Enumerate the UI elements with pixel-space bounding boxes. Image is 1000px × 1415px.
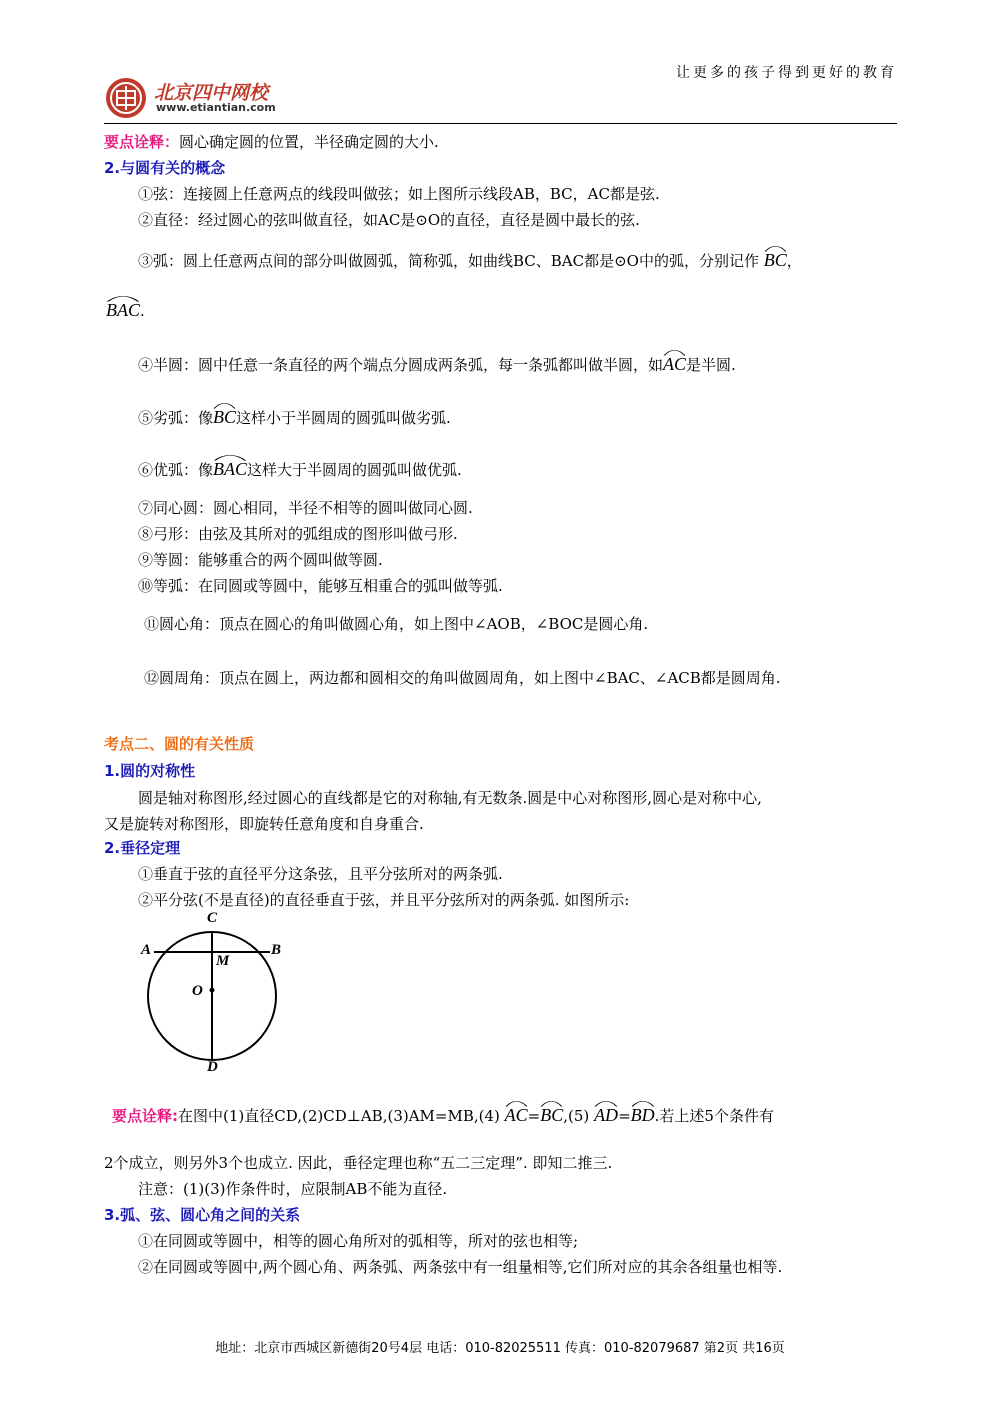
period: . bbox=[140, 302, 145, 320]
theorem-item-1: ①垂直于弦的直径平分这条弦，且平分弦所对的两条弧. bbox=[138, 865, 503, 883]
theorem-note bbox=[112, 1101, 774, 1126]
item-major-arc-text: ⑥优弧：像 bbox=[138, 461, 214, 479]
theorem-note-text-b: ,(5) bbox=[563, 1107, 590, 1125]
symmetry-line-1: 圆是轴对称图形,经过圆心的直线都是它的对称轴,有无数条.圆是中心对称图形,圆心是对称中心, bbox=[138, 789, 762, 807]
arc-bc-label: BC bbox=[213, 407, 237, 427]
arc-mark-icon bbox=[764, 243, 787, 252]
arc-bac-label: BAC bbox=[106, 300, 140, 320]
item-central-angle: ⑪圆心角：顶点在圆心的角叫做圆心角，如上图中∠AOB，∠BOC是圆心角. bbox=[144, 615, 649, 633]
item-semicircle bbox=[138, 350, 736, 375]
item-concentric: ⑦同心圆：圆心相同，半径不相等的圆叫做同心圆. bbox=[138, 499, 473, 517]
school-logo bbox=[104, 76, 294, 120]
arc-ac-label: AC bbox=[504, 1105, 528, 1125]
item-minor-arc bbox=[138, 403, 451, 428]
note-paragraph bbox=[104, 131, 439, 152]
arc-bc-symbol bbox=[540, 1101, 563, 1126]
arc-mark-icon bbox=[540, 1098, 563, 1107]
symmetry-line-2: 又是旋转对称图形，即旋转任意角度和自身重合. bbox=[104, 815, 424, 833]
theorem-note-text: 在图中(1)直径CD,(2)CD⊥AB,(3)AM=MB,(4) bbox=[178, 1107, 500, 1125]
item-semicircle-text: ④半圆：圆中任意一条直径的两个端点分圆成两条弧，每一条弧都叫做半圆，如 bbox=[138, 356, 664, 374]
section-title-perpendicular: 2.垂径定理 bbox=[104, 839, 181, 857]
arc-bac-symbol bbox=[213, 455, 247, 480]
arc-bc-symbol bbox=[213, 403, 236, 428]
arc-mark-icon bbox=[106, 293, 140, 302]
logo-seal-icon bbox=[104, 76, 150, 120]
section-title-properties: 考点二、圆的有关性质 bbox=[104, 735, 255, 753]
item-diameter: ②直径：经过圆心的弦叫做直径，如AC是⊙O的直径，直径是圆中最长的弦. bbox=[138, 211, 640, 229]
note-text: 圆心确定圆的位置，半径确定圆的大小. bbox=[179, 133, 439, 151]
label-c: C bbox=[207, 910, 218, 926]
section-title-relations: 3.弧、弦、圆心角之间的关系 bbox=[104, 1206, 301, 1224]
item-arc bbox=[138, 246, 802, 271]
logo-url: www.etiantian.com bbox=[156, 101, 276, 114]
item-equal-arc: ⑩等弧：在同圆或等圆中，能够互相重合的弧叫做等弧. bbox=[138, 577, 503, 595]
arc-mark-icon bbox=[213, 400, 236, 409]
item-segment: ⑧弓形：由弦及其所对的弧组成的图形叫做弓形. bbox=[138, 525, 458, 543]
arc-bac-label: BAC bbox=[213, 459, 248, 479]
circle-figure bbox=[140, 908, 290, 1073]
item-minor-arc-text: ⑤劣弧：像 bbox=[138, 409, 214, 427]
arc-ad-label: AD bbox=[594, 1105, 619, 1125]
center-point bbox=[210, 988, 215, 993]
section-title-symmetry: 1.圆的对称性 bbox=[104, 762, 196, 780]
page-footer: 地址：北京市西城区新德街20号4层 电话：010-82025511 传真：010-82079687 第2页 共16页 bbox=[215, 1341, 785, 1356]
arc-bd-symbol bbox=[631, 1101, 655, 1126]
theorem-note-line-3: 注意：(1)(3)作条件时，应限制AB不能为直径. bbox=[138, 1180, 448, 1198]
label-o: O bbox=[192, 983, 203, 999]
theorem-note-line-2: 2个成立，则另外3个也成立. 因此，垂径定理也称“五二三定理”. 即知二推三. bbox=[104, 1154, 613, 1172]
arc-bc-label: BC bbox=[763, 250, 787, 270]
arc-ac-symbol bbox=[663, 350, 686, 375]
header-rule bbox=[104, 123, 897, 124]
item-major-arc bbox=[138, 455, 462, 480]
arc-mark-icon bbox=[505, 1098, 528, 1107]
logo-text: 北京四中网校 bbox=[154, 82, 269, 104]
theorem-item-2: ②平分弦(不是直径)的直径垂直于弦，并且平分弦所对的两条弧. 如图所示: bbox=[138, 891, 630, 909]
item-minor-arc-tail: 这样小于半圆周的圆弧叫做劣弧. bbox=[236, 409, 451, 427]
relation-item-1: ①在同圆或等圆中，相等的圆心角所对的弧相等，所对的弦也相等; bbox=[138, 1232, 579, 1250]
item-arc-cont bbox=[106, 296, 145, 321]
arc-bc-symbol bbox=[764, 246, 787, 271]
arc-bc-label: BC bbox=[540, 1105, 564, 1125]
arc-ac-symbol bbox=[505, 1101, 528, 1126]
arc-bac-symbol bbox=[106, 296, 140, 321]
equals-sign: = bbox=[618, 1107, 631, 1125]
theorem-note-label: 要点诠释: bbox=[112, 1107, 178, 1125]
relation-item-2: ②在同圆或等圆中,两个圆心角、两条弧、两条弦中有一组量相等,它们所对应的其余各组量也相等. bbox=[138, 1258, 783, 1276]
note-label: 要点诠释： bbox=[104, 133, 180, 151]
label-d: D bbox=[207, 1059, 218, 1073]
item-inscribed-angle: ⑫圆周角：顶点在圆上，两边都和圆相交的角叫做圆周角，如上图中∠BAC、∠ACB都是圆周角. bbox=[144, 669, 781, 687]
section-title-concepts: 2.与圆有关的概念 bbox=[104, 159, 226, 177]
header-slogan: 让更多的孩子得到更好的教育 bbox=[676, 65, 897, 81]
theorem-note-text-c: .若上述5个条件有 bbox=[654, 1107, 774, 1125]
item-chord: ①弦：连接圆上任意两点的线段叫做弦；如上图所示线段AB，BC，AC都是弦. bbox=[138, 185, 660, 203]
item-arc-text: ③弧：圆上任意两点间的部分叫做圆弧，简称弧，如曲线BC、BAC都是⊙O中的弧，分别记作 bbox=[138, 252, 759, 270]
label-b: B bbox=[271, 942, 282, 958]
item-equal-circle: ⑨等圆：能够重合的两个圆叫做等圆. bbox=[138, 551, 383, 569]
arc-mark-icon bbox=[631, 1098, 655, 1107]
label-a: A bbox=[141, 942, 152, 958]
arc-ac-label: AC bbox=[663, 354, 687, 374]
arc-mark-icon bbox=[213, 452, 247, 461]
item-semicircle-tail: 是半圆. bbox=[686, 356, 736, 374]
arc-ad-symbol bbox=[594, 1101, 618, 1126]
label-m: M bbox=[216, 953, 230, 969]
arc-mark-icon bbox=[663, 347, 686, 356]
arc-bd-label: BD bbox=[630, 1105, 655, 1125]
equals-sign: = bbox=[527, 1107, 541, 1125]
comma: ， bbox=[786, 252, 802, 270]
circle-diagram bbox=[140, 908, 290, 1073]
item-major-arc-tail: 这样大于半圆周的圆弧叫做优弧. bbox=[247, 461, 462, 479]
arc-mark-icon bbox=[594, 1098, 618, 1107]
